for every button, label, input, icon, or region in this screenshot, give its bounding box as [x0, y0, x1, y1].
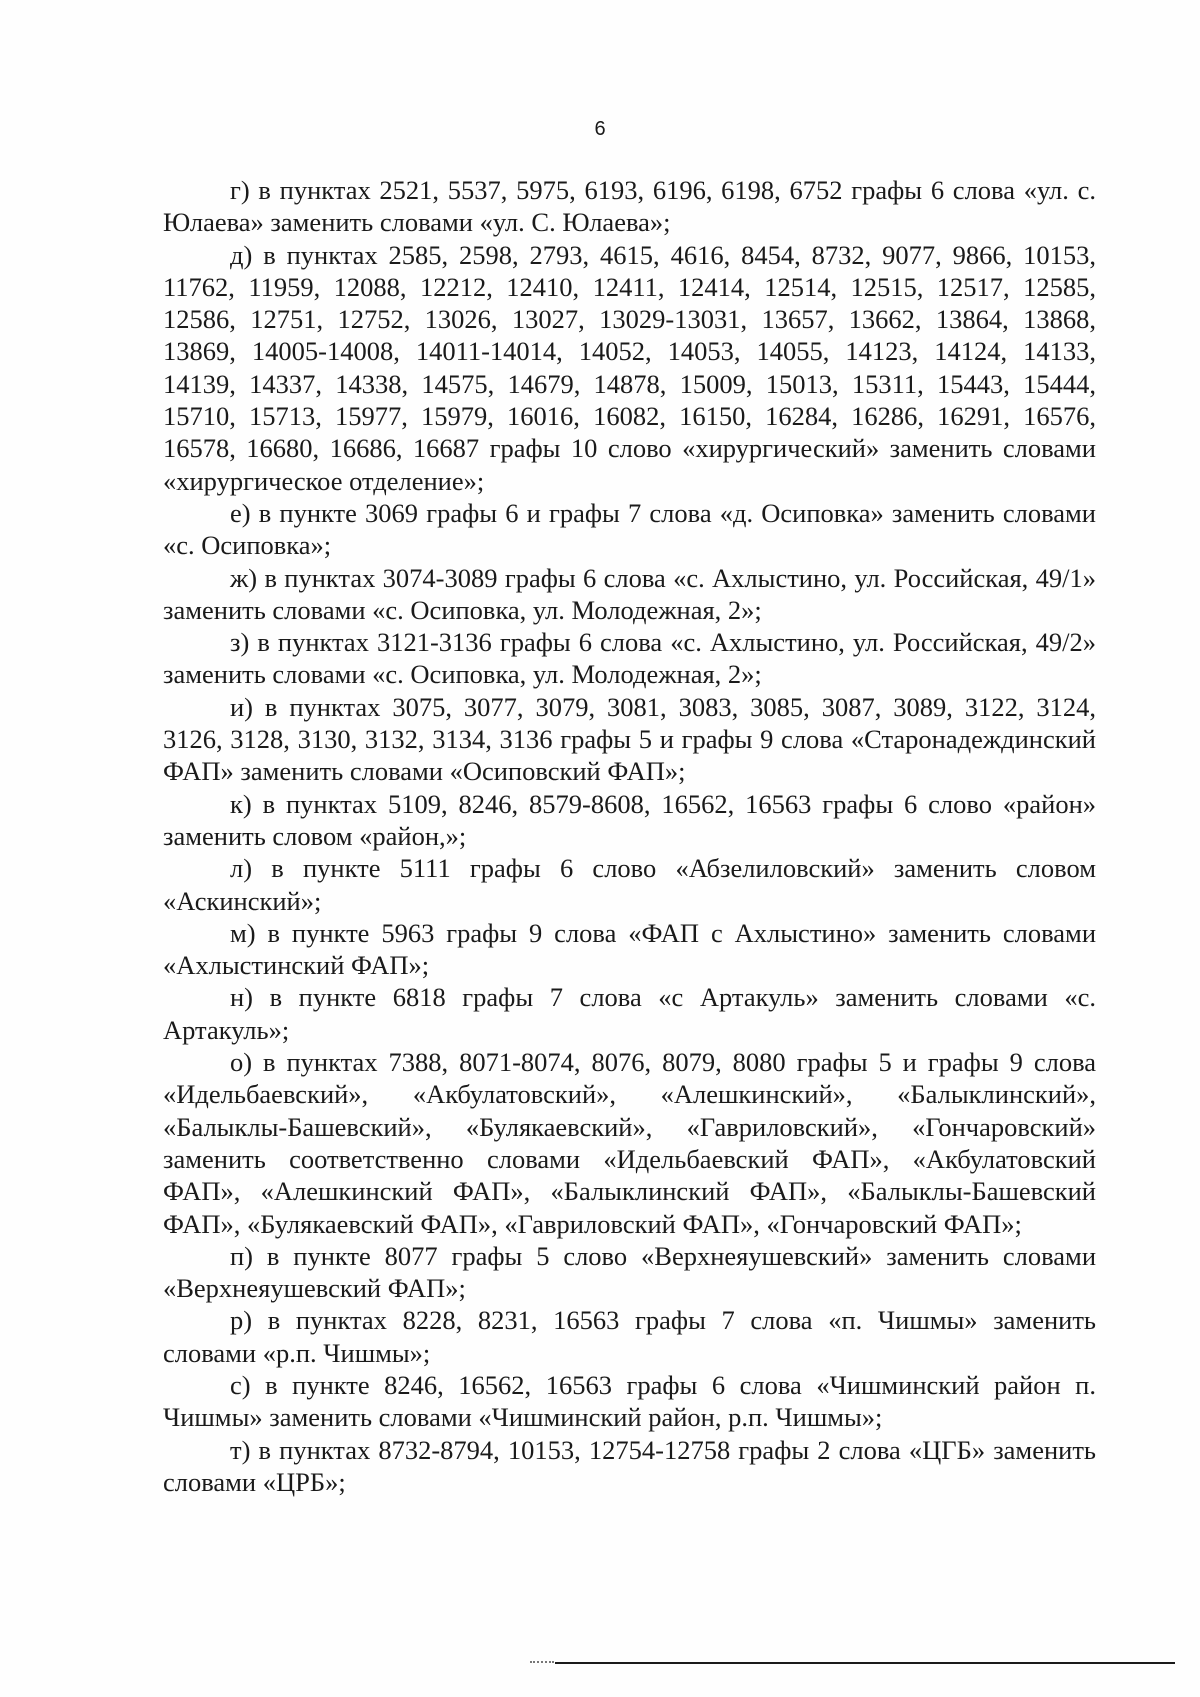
paragraph-e: е) в пункте 3069 графы 6 и графы 7 слова «д. Осиповка» заменить словами «с. Осиповка»; [163, 497, 1096, 561]
paragraph-k: к) в пунктах 5109, 8246, 8579-8608, 16562, 16563 графы 6 слово «район» заменить словом «район,»; [163, 788, 1096, 851]
paragraph-zh: ж) в пунктах 3074-3089 графы 6 слова «с. Ахлыстино, ул. Российская, 49/1» заменить словами «с. Осиповка, ул. Молодежная, 2»; [163, 562, 1096, 625]
footer-dotted-line [530, 1661, 554, 1665]
paragraph-t: т) в пунктах 8732-8794, 10153, 12754-12758 графы 2 слова «ЦГБ» заменить словами «ЦРБ»; [163, 1434, 1096, 1497]
paragraph-n: н) в пункте 6818 графы 7 слова «с Артакуль» заменить словами «с. Артакуль»; [163, 982, 1096, 1045]
footer-rule [555, 1662, 1175, 1664]
page-number: 6 [594, 118, 606, 140]
paragraph-d: д) в пунктах 2585, 2598, 2793, 4615, 4616, 8454, 8732, 9077, 9866, 10153, 11762, 11959, 12088, 12212, 12410, 12411, 12414, 12514, 12515, 12517, 12585, 12586, 12751, 12752, 13026, 13027, 13029-13031, 13657, 13662, 13864, 13868, 13869, 14005-14008, 14011-14014, 14052, 14053, 14055, 14123, 14124, 14133, 14139, 14337, 14338, 14575, 14679, 14878, 15009, 15013, 15311, 15443, 15444, 15710, 15713, 15977, 15979, 16016, 16082, 16150, 16284, 16286, 16291, 16576, 16578, 16680, 16686, 16687 графы 10 слово «хирургический» заменить словами «хирургическое отделение»; [163, 239, 1096, 496]
paragraph-o: о) в пунктах 7388, 8071-8074, 8076, 8079, 8080 графы 5 и графы 9 слова «Идельбаевский», «Акбулатовский», «Алешкинский», «Балыклинский», «Балыклы-Башевский», «Булякаевский», «Гавриловский», «Гончаровский» заменить соответственно словами «Идельбаевский ФАП», «Акбулатовский ФАП», «Алешкинский ФАП», «Балыклинский ФАП», «Балыклы-Башевский ФАП», «Булякаевский ФАП», «Гавриловский ФАП», «Гончаровский ФАП»; [163, 1047, 1096, 1239]
paragraph-l: л) в пункте 5111 графы 6 слово «Абзелиловский» заменить словом «Аскинский»; [163, 853, 1096, 916]
paragraph-z: з) в пунктах 3121-3136 графы 6 слова «с. Ахлыстино, ул. Российская, 49/2» заменить словами «с. Осиповка, ул. Молодежная, 2»; [163, 627, 1096, 690]
paragraph-i: и) в пунктах 3075, 3077, 3079, 3081, 3083, 3085, 3087, 3089, 3122, 3124, 3126, 3128, 3130, 3132, 3134, 3136 графы 5 и графы 9 слова «Старонадеждинский ФАП» заменить словами «Осиповский ФАП»; [163, 691, 1096, 787]
paragraph-p: п) в пункте 8077 графы 5 слово «Верхнеяушевский» заменить словами «Верхнеяушевский ФАП»; [163, 1240, 1096, 1304]
paragraph-r: р) в пунктах 8228, 8231, 16563 графы 7 слова «п. Чишмы» заменить словами «р.п. Чишмы»; [163, 1305, 1096, 1368]
paragraph-g: г) в пунктах 2521, 5537, 5975, 6193, 6196, 6198, 6752 графы 6 слова «ул. с. Юлаева» заменить словами «ул. С. Юлаева»; [163, 175, 1096, 238]
paragraph-s: с) в пункте 8246, 16562, 16563 графы 6 слова «Чишминский район п. Чишмы» заменить словами «Чишминский район, р.п. Чишмы»; [163, 1369, 1096, 1433]
document-body [163, 174, 1096, 1498]
paragraph-m: м) в пункте 5963 графы 9 слова «ФАП с Ахлыстино» заменить словами «Ахлыстинский ФАП»; [163, 917, 1096, 981]
